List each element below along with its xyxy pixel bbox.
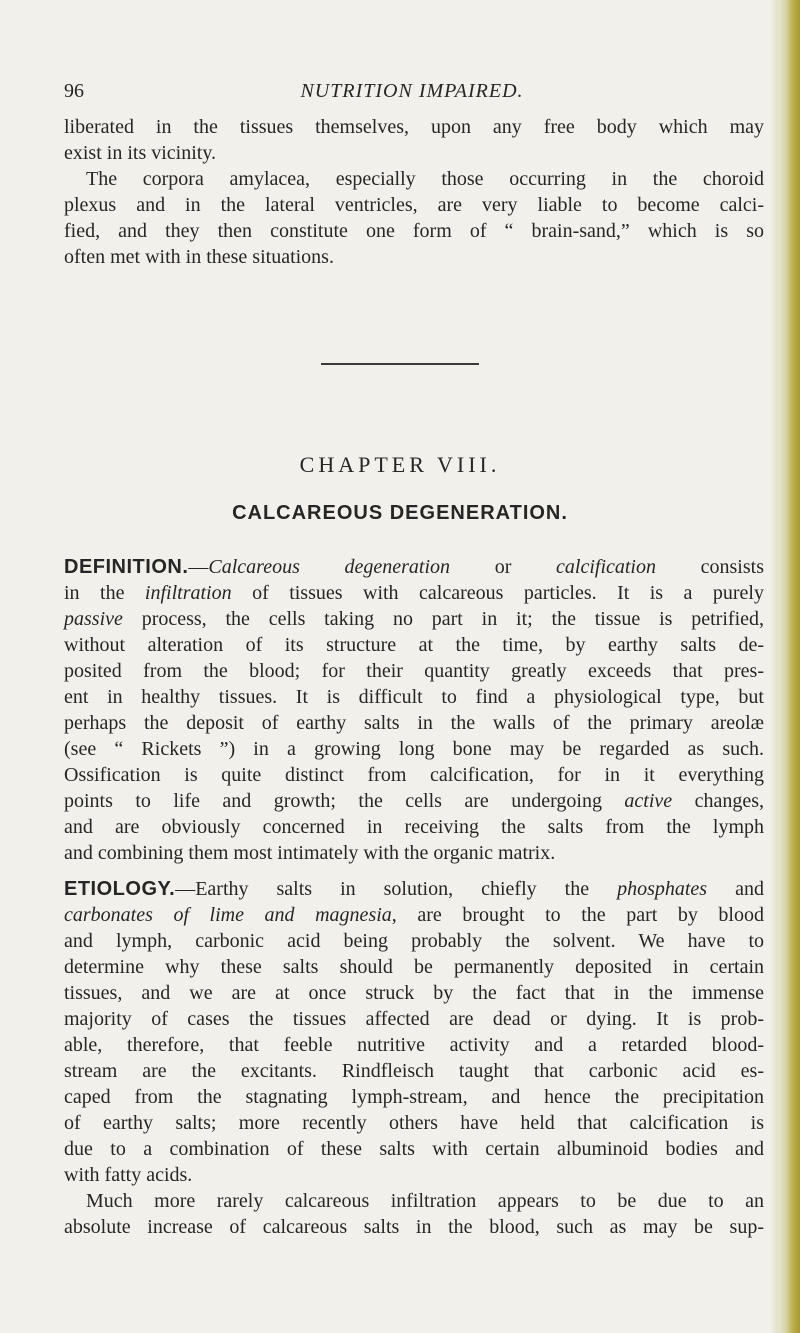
definition-paragraph [64, 554, 764, 866]
text-span: changes, [672, 790, 764, 812]
etiology-label: ETIOLOGY. [64, 878, 176, 900]
text-span: , are brought to the part by blood [391, 904, 764, 926]
text-span: and [707, 878, 764, 900]
text-line: absolute increase of calcareous salts in the blood, such as may be sup- [64, 1216, 764, 1238]
text-line: (see “ Rickets ”) in a growing long bone may be regarded as such. [64, 738, 764, 760]
text-line: and are obviously concerned in receiving the salts from the lymph [64, 816, 764, 838]
page-header [64, 80, 760, 108]
italic-term: active [624, 790, 673, 812]
section-divider [321, 363, 479, 365]
text-line: plexus and in the lateral ventricles, are very liable to become calci- [64, 194, 764, 216]
corpora-paragraph [64, 166, 764, 270]
chapter-heading: CHAPTER VIII. [299, 452, 501, 477]
text-line: tissues, and we are at once struck by the fact that in the immense [64, 982, 764, 1004]
text-line: exist in its vicinity. [64, 142, 217, 164]
continuation-paragraph [64, 114, 764, 166]
text-line: ent in healthy tissues. It is difficult to find a physiological type, but [64, 686, 764, 708]
text-line: stream are the excitants. Rindfleisch taught that carbonic acid es- [64, 1060, 764, 1082]
text-line: liberated in the tissues themselves, upon any free body which may [64, 116, 764, 138]
text-line: able, therefore, that feeble nutritive activity and a retarded blood- [64, 1034, 764, 1056]
text-span: —Earthy salts in solution, chiefly the [175, 878, 618, 900]
definition-label: DEFINITION. [64, 556, 189, 578]
text-line: majority of cases the tissues affected are dead or dying. It is prob- [64, 1008, 764, 1030]
page-edge-shadow [770, 0, 778, 1333]
text-span: of tissues with calcareous particles. It is a purely [231, 582, 764, 604]
text-line: Ossification is quite distinct from calcification, for in it everything [64, 764, 764, 786]
text-line [64, 606, 764, 632]
text-span: consists [656, 556, 764, 578]
text-line: often met with in these situations. [64, 246, 334, 268]
text-line: caped from the stagnating lymph-stream, and hence the precipitation [64, 1086, 764, 1108]
text-line: posited from the blood; for their quantity greatly exceeds that pres- [64, 660, 764, 682]
text-line: The corpora amylacea, especially those occurring in the choroid [86, 168, 764, 190]
text-span: in the [64, 582, 145, 604]
text-span: process, the cells taking no part in it; the tissue is petrified, [122, 608, 764, 630]
text-line: due to a combination of these salts with certain albuminoid bodies and [64, 1138, 764, 1160]
italic-term: infiltration [144, 582, 232, 604]
italic-term: calcification [556, 556, 656, 578]
text-line: and combining them most intimately with the organic matrix. [64, 842, 556, 864]
text-line: without alteration of its structure at the time, by earthy salts de- [64, 634, 764, 656]
text-span: points to life and growth; the cells are undergoing [64, 790, 625, 812]
italic-term: carbonates of lime and magnesia [64, 904, 392, 926]
text-line [64, 554, 764, 580]
text-line: determine why these salts should be permanently deposited in certain [64, 956, 764, 978]
text-span: or [450, 556, 557, 578]
text-line [64, 788, 764, 814]
text-line: Much more rarely calcareous infiltration appears to be due to an [86, 1190, 764, 1212]
chapter-title: CALCAREOUS DEGENERATION. [232, 502, 568, 524]
page-edge [778, 0, 800, 1333]
text-line: of earthy salts; more recently others have held that calcification is [64, 1112, 764, 1134]
text-span: — [188, 556, 209, 578]
text-line [64, 876, 764, 902]
rarely-paragraph [64, 1188, 764, 1240]
text-line [64, 580, 764, 606]
italic-term: phosphates [617, 878, 708, 900]
italic-term: Calcareous degeneration [208, 556, 451, 578]
italic-term: passive [64, 608, 123, 630]
text-line: fied, and they then constitute one form of “ brain-sand,” which is so [64, 220, 764, 242]
etiology-paragraph [64, 876, 764, 1188]
text-line: with fatty acids. [64, 1164, 193, 1186]
page-number: 96 [64, 80, 84, 102]
running-title: NUTRITION IMPAIRED. [300, 80, 524, 102]
text-line: perhaps the deposit of earthy salts in the walls of the primary areolæ [64, 712, 764, 734]
text-line: and lymph, carbonic acid being probably the solvent. We have to [64, 930, 764, 952]
text-line [64, 902, 764, 928]
